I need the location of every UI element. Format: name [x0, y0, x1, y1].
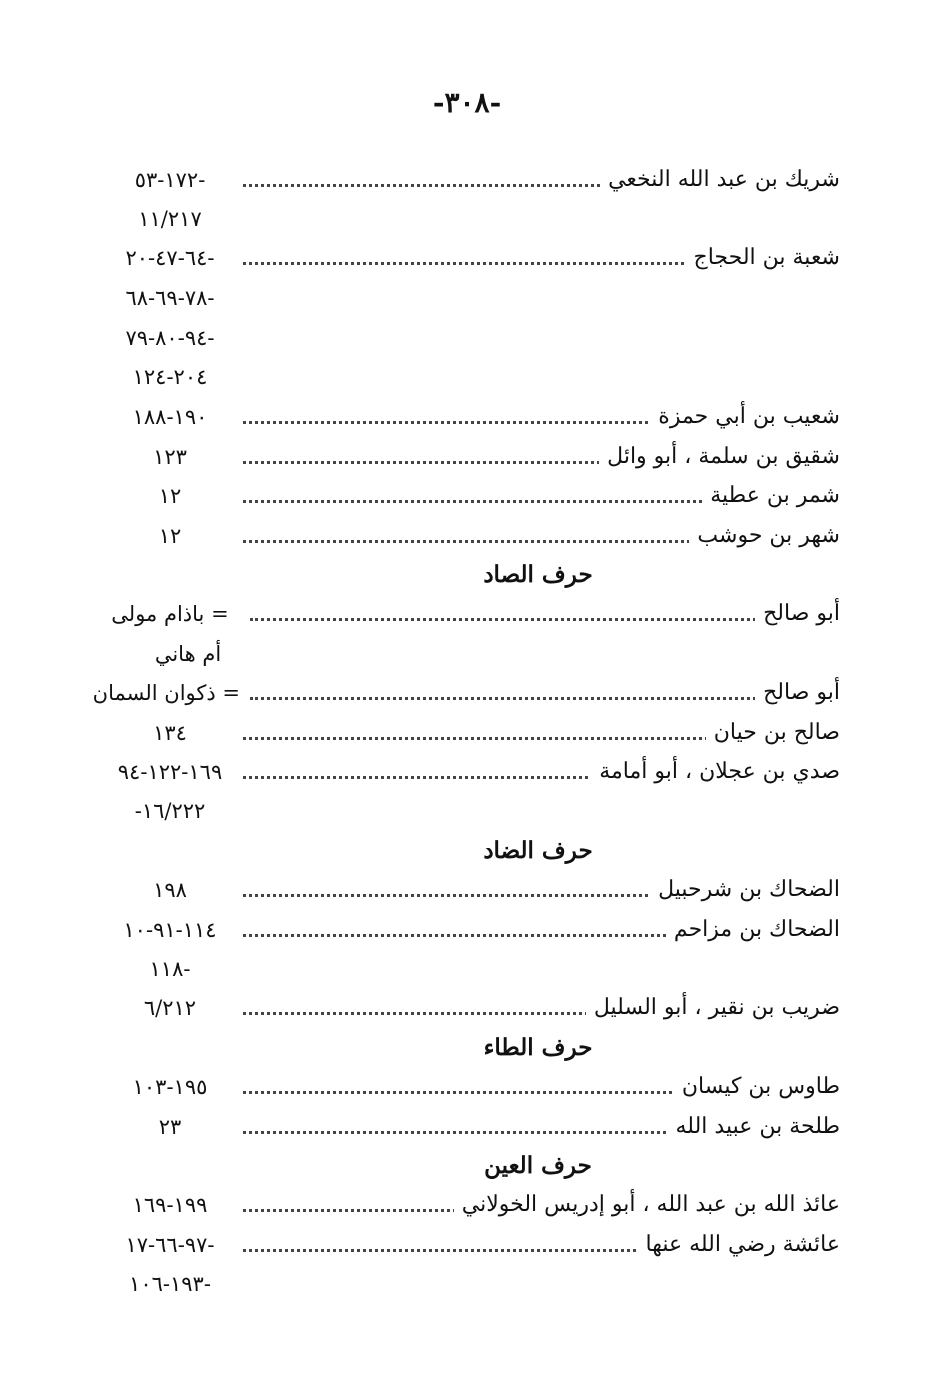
entry-name: أبو صالح [755, 673, 840, 713]
entry-pages-continued: ١١/٢١٧ [138, 207, 202, 231]
entry-pages: ١٢ [100, 516, 240, 556]
leader-dots [250, 618, 840, 621]
index-entry [100, 910, 840, 950]
index-entry [100, 988, 840, 1028]
entry-name: عائذ الله بن عبد الله ، أبو إدريس الخولاني [454, 1185, 840, 1225]
entry-pages: ١٩٠-١٨٨ [100, 397, 240, 437]
entry-name: صدي بن عجلان ، أبو أمامة [591, 752, 840, 792]
entry-pages: ١٢ [100, 476, 240, 516]
entry-name: ضريب بن نقير ، أبو السليل [586, 988, 840, 1028]
section-heading-dad: حرف الضاد [483, 837, 593, 864]
index-entry [100, 238, 840, 278]
entry-name: شعيب بن أبي حمزة [650, 397, 840, 437]
entry-pages: ١١٤-٩١-١٠ [100, 910, 240, 950]
entry-name: صالح بن حيان [706, 713, 840, 753]
index-entry [100, 1185, 840, 1225]
index-entry [100, 594, 840, 634]
entry-name: شمر بن عطية [702, 476, 840, 516]
index-entry [100, 713, 840, 753]
entry-pages: -٩٧-٦٦-١٧ [100, 1225, 240, 1265]
index-entry [100, 160, 840, 200]
entry-pages: = باذام مولى [100, 594, 240, 634]
index-entry [100, 1225, 840, 1265]
entry-pages: ٢٣ [100, 1107, 240, 1147]
entry-pages: = ذكوان السمان [100, 673, 240, 713]
entry-name: عائشة رضي الله عنها [638, 1225, 841, 1265]
index-entry [100, 516, 840, 556]
index-entry [92, 673, 840, 713]
entry-pages: ٦/٢١٢ [100, 988, 240, 1028]
entry-pages-continued: -٧٨-٦٩-٦٨ [125, 286, 215, 310]
entry-pages-continued: ٢٠٤-١٢٤ [132, 365, 208, 389]
entry-name: شريك بن عبد الله النخعي [600, 160, 840, 200]
index-entry [100, 1107, 840, 1147]
entry-pages: -١٧٢-٥٣ [100, 160, 240, 200]
entry-name: طاوس بن كيسان [674, 1067, 840, 1107]
index-entry [100, 397, 840, 437]
entry-pages: ١٢٣ [100, 437, 240, 477]
entry-name: الضحاك بن مزاحم [666, 910, 840, 950]
index-entry [100, 870, 840, 910]
entry-pages-continued: -١١٨ [149, 957, 191, 981]
entry-name: شهر بن حوشب [689, 516, 840, 556]
entry-pages-continued: -٩٤-٨٠-٧٩ [125, 326, 215, 350]
entry-pages: -٦٤-٤٧-٢٠ [100, 238, 240, 278]
index-entry [100, 752, 840, 792]
entry-name: أبو صالح [755, 594, 840, 634]
index-entry [100, 1067, 840, 1107]
entry-name: شعبة بن الحجاج [686, 238, 840, 278]
index-entry [100, 437, 840, 477]
entry-name: الضحاك بن شرحبيل [650, 870, 840, 910]
entry-pages: ١٩٨ [100, 870, 240, 910]
entry-pages-continued: -١٩٣-١٠٦ [129, 1272, 211, 1296]
entry-name: طلحة بن عبيد الله [668, 1107, 840, 1147]
section-heading-ain: حرف العين [484, 1152, 592, 1179]
entry-pages: ١٣٤ [100, 713, 240, 753]
index-entry [100, 476, 840, 516]
entry-pages: ١٦٩-١٢٢-٩٤ [100, 752, 240, 792]
entry-pages: ١٩٩-١٦٩ [100, 1185, 240, 1225]
leader-dots [250, 697, 840, 700]
entry-pages: ١٩٥-١٠٣ [100, 1067, 240, 1107]
section-heading-ta: حرف الطاء [483, 1034, 593, 1061]
page-number: -٣٠٨- [432, 86, 502, 119]
entry-pages-continued: ١٦/٢٢٢- [134, 799, 206, 823]
entry-pages-continued: أم هاني [154, 642, 222, 666]
entry-name: شقيق بن سلمة ، أبو وائل [599, 437, 840, 477]
section-heading-sad: حرف الصاد [483, 561, 593, 588]
